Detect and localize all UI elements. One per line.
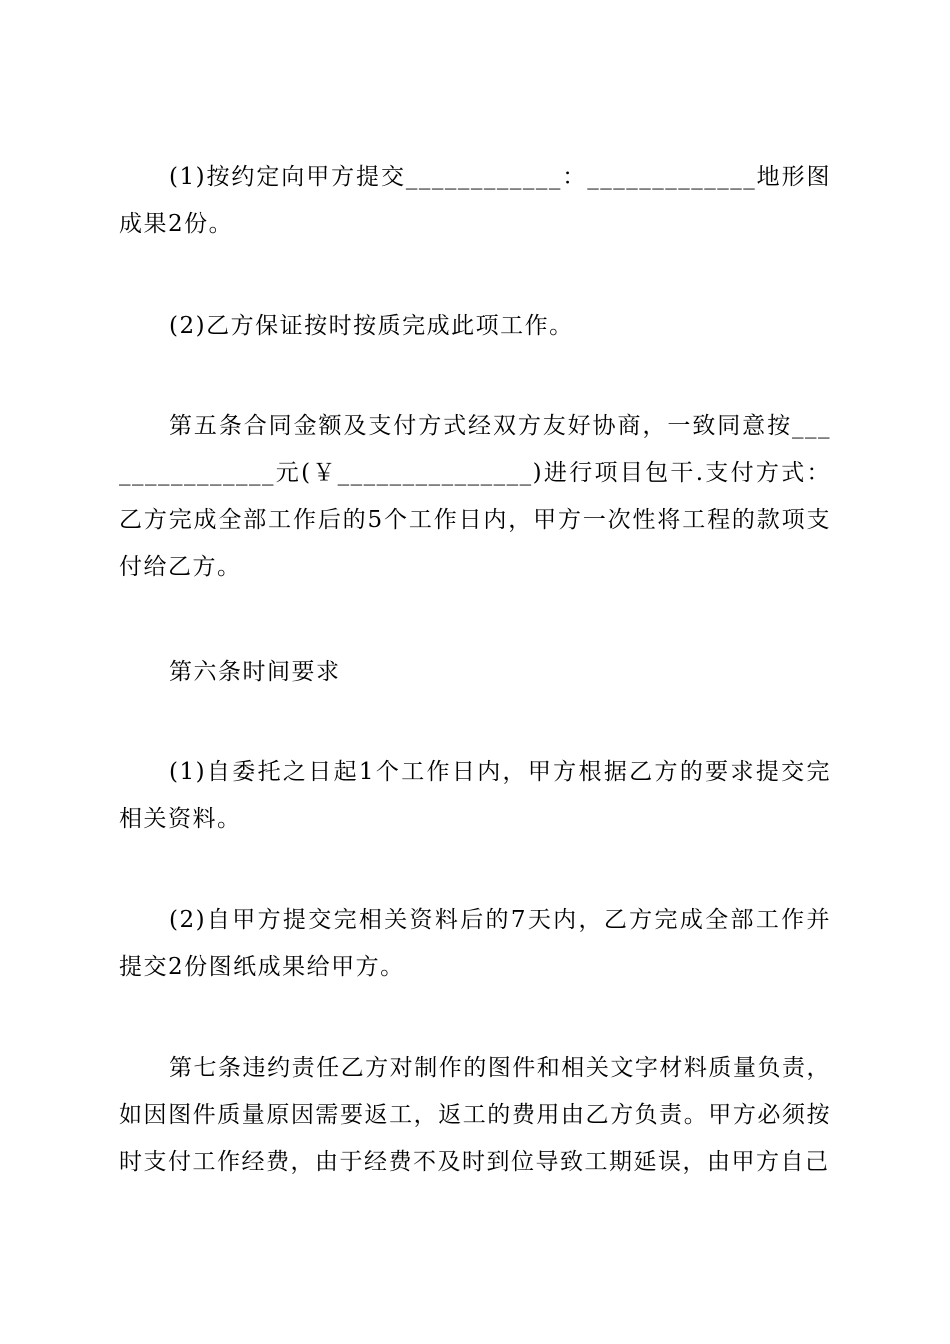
clause-6-item-1: (1)自委托之日起1个工作日内，甲方根据乙方的要求提交完相关资料。: [119, 759, 831, 832]
clause-6-item-2: (2)自甲方提交完相关资料后的7天内，乙方完成全部工作并提交2份图纸成果给甲方。: [119, 907, 831, 980]
clause-5-payment: 第五条合同金额及支付方式经双方友好协商，一致同意按_______________元(￥_______________)进行项目包干.支付方式：乙方完成全部工作后的5个工作日内，甲方一次性将工程的款项支付给乙方。: [119, 413, 831, 580]
clause-4-item-1: (1)按约定向甲方提交____________：_____________地形图成果2份。: [119, 164, 831, 237]
clause-7-liability: 第七条违约责任乙方对制作的图件和相关文字材料质量负责，如因图件质量原因需要返工，返工的费用由乙方负责。甲方必须按时支付工作经费，由于经费不及时到位导致工期延误，由甲方自己: [119, 1055, 831, 1175]
clause-4-item-2: (2)乙方保证按时按质完成此项工作。: [169, 313, 574, 339]
clause-6-heading: 第六条时间要求: [169, 659, 341, 685]
